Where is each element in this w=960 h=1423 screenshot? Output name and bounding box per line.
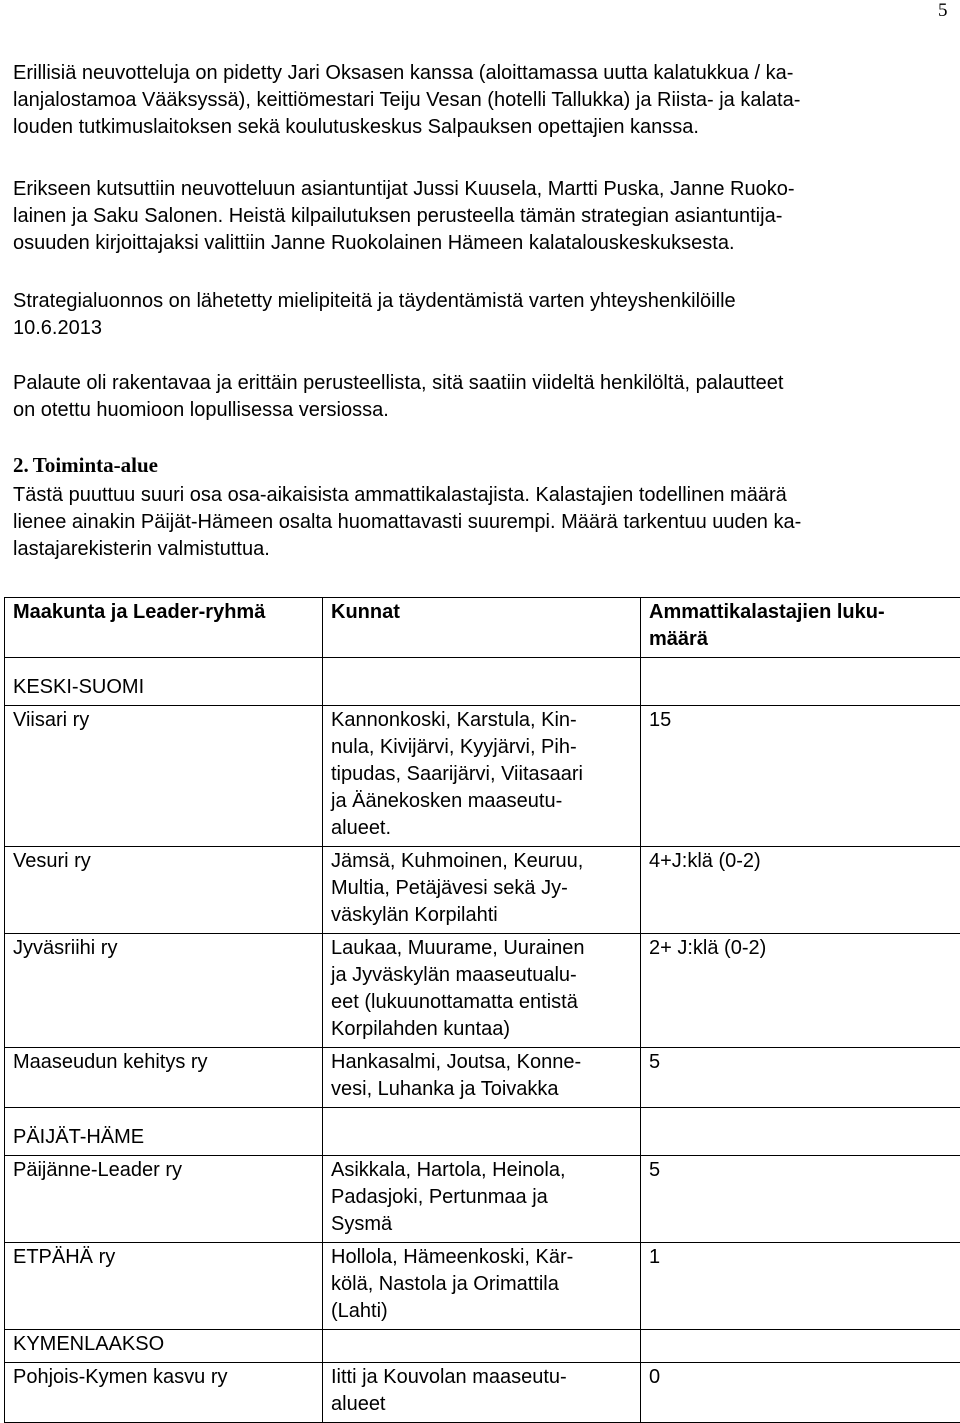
cell-region: Pohjois-Kymen kasvu ry [5,1363,323,1423]
table-row [5,934,960,1048]
cell-fisher-count: 1 [641,1243,960,1330]
cell-region: KESKI-SUOMI [5,658,323,706]
cell-municipalities: Kannonkoski, Karstula, Kin- nula, Kivijärvi, Kyyjärvi, Pih- tipudas, Saarijärvi, Viitasaari ja Äänekosken maaseutu- alueet. [323,706,641,847]
section-title: Toiminta-alue [33,453,158,477]
text-line: 10.6.2013 [13,315,736,342]
text-line: on otettu huomioon lopullisessa versiossa. [13,397,783,424]
cell-fisher-count [641,1330,960,1363]
cell-fisher-count: 15 [641,706,960,847]
cell-municipalities [323,658,641,706]
cell-fisher-count: 2+ J:klä (0-2) [641,934,960,1048]
cell-region: Maaseudun kehitys ry [5,1048,323,1108]
text-line: osuuden kirjoittajaksi valittiin Janne Ruokolainen Hämeen kalatalouskeskuksesta. [13,230,795,257]
cell-region: ETPÄHÄ ry [5,1243,323,1330]
cell-region: Viisari ry [5,706,323,847]
paragraph-area [13,482,801,563]
table-header-row [5,598,960,658]
fishers-table [4,597,960,1423]
cell-region: PÄIJÄT-HÄME [5,1108,323,1156]
cell-municipalities: Hollola, Hämeenkoski, Kär- kölä, Nastola ja Orimattila (Lahti) [323,1243,641,1330]
cell-region: Päijänne-Leader ry [5,1156,323,1243]
table-row [5,1243,960,1330]
cell-municipalities: Jämsä, Kuhmoinen, Keuruu, Multia, Petäjävesi sekä Jy- väskylän Korpilahti [323,847,641,934]
table-row [5,1156,960,1243]
text-line: lainen ja Saku Salonen. Heistä kilpailutuksen perusteella tämän strategian asiantuntija- [13,203,795,230]
text-line: Tästä puuttuu suuri osa osa-aikaisista ammattikalastajista. Kalastajien todellinen määrä [13,482,801,509]
header-cell-municipalities: Kunnat [323,598,641,658]
text-line: Erikseen kutsuttiin neuvotteluun asiantuntijat Jussi Kuusela, Martti Puska, Janne Ruoko- [13,176,795,203]
text-line: Erillisiä neuvotteluja on pidetty Jari Oksasen kanssa (aloittamassa uutta kalatukkua / ka- [13,60,800,87]
table-row [5,1330,960,1363]
table-group-row [5,658,960,706]
text-line: Palaute oli rakentavaa ja erittäin perusteellista, sitä saatiin viideltä henkilöltä, palautteet [13,370,783,397]
cell-fisher-count: 5 [641,1156,960,1243]
section-number: 2. [13,453,29,477]
table-body [5,598,960,1423]
text-line: Strategialuonnos on lähetetty mielipiteitä ja täydentämistä varten yhteyshenkilöille [13,288,736,315]
cell-fisher-count: 4+J:klä (0-2) [641,847,960,934]
table-row [5,1048,960,1108]
cell-municipalities: Asikkala, Hartola, Heinola, Padasjoki, Pertunmaa ja Sysmä [323,1156,641,1243]
text-line: lanjalostamoa Vääksyssä), keittiömestari Teiju Vesan (hotelli Tallukka) ja Riista- ja kalata- [13,87,800,114]
text-line: louden tutkimuslaitoksen sekä koulutuskeskus Salpauksen opettajien kanssa. [13,114,800,141]
section-heading [13,452,162,479]
paragraph-negotiations [13,60,800,141]
cell-fisher-count [641,658,960,706]
header-cell-region: Maakunta ja Leader-ryhmä [5,598,323,658]
cell-region: Vesuri ry [5,847,323,934]
paragraph-feedback [13,370,783,424]
table-row [5,847,960,934]
table-row [5,1363,960,1423]
text-line: lastajarekisterin valmistuttua. [13,536,801,563]
cell-region: KYMENLAAKSO [5,1330,323,1363]
cell-fisher-count [641,1108,960,1156]
paragraph-experts [13,176,795,257]
table-group-row [5,1108,960,1156]
cell-municipalities [323,1330,641,1363]
cell-fisher-count: 0 [641,1363,960,1423]
cell-region: Jyväsriihi ry [5,934,323,1048]
cell-municipalities: Hankasalmi, Joutsa, Konne- vesi, Luhanka ja Toivakka [323,1048,641,1108]
text-line: lienee ainakin Päijät-Hämeen osalta huomattavasti suurempi. Määrä tarkentuu uuden ka- [13,509,801,536]
cell-municipalities [323,1108,641,1156]
paragraph-draft [13,288,736,342]
page-number: 5 [938,0,948,22]
cell-municipalities: Iitti ja Kouvolan maaseutu- alueet [323,1363,641,1423]
cell-municipalities: Laukaa, Muurame, Uurainen ja Jyväskylän maaseutualu- eet (lukuunottamatta entistä Korpilahden kuntaa) [323,934,641,1048]
cell-fisher-count: 5 [641,1048,960,1108]
table-row [5,706,960,847]
header-cell-fisher-count: Ammattikalastajien luku- määrä [641,598,960,658]
